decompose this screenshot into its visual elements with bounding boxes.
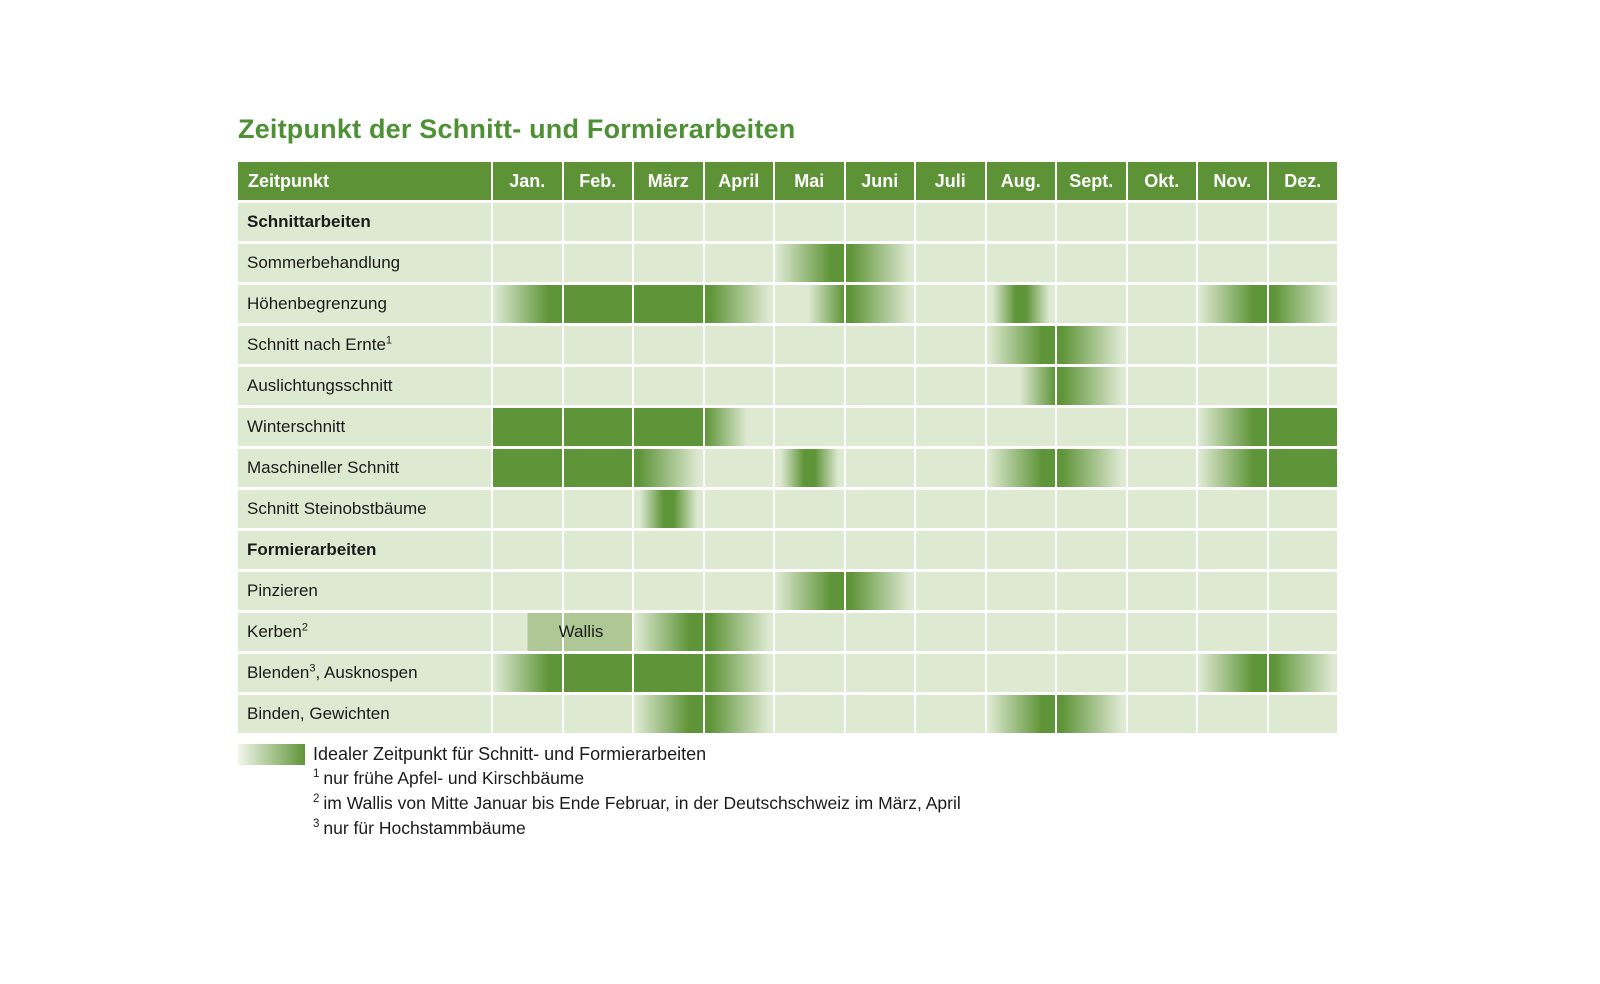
calendar-cell-empty <box>564 531 635 572</box>
calendar-cell-empty <box>846 531 917 572</box>
calendar-cell-empty <box>493 244 564 285</box>
calendar-cell-empty <box>493 695 564 736</box>
calendar-cell-out <box>846 244 917 285</box>
calendar-cell-empty <box>564 367 635 408</box>
section-label: Schnittarbeiten <box>238 203 493 244</box>
calendar-cell-empty <box>493 203 564 244</box>
row-label: Schnitt nach Ernte$^1$ <box>238 326 493 367</box>
calendar-cell-empty <box>705 572 776 613</box>
calendar-cell-empty <box>1198 203 1269 244</box>
footnote-1-text: nur frühe Apfel- und Kirschbäume <box>323 768 585 788</box>
calendar-cell-empty <box>493 326 564 367</box>
row-label: Maschineller Schnitt <box>238 449 493 490</box>
table-row <box>238 244 1337 285</box>
calendar-cell-in <box>775 572 846 613</box>
calendar-cell-solid <box>493 449 564 490</box>
calendar-cell-empty <box>564 244 635 285</box>
calendar-cell-empty <box>846 613 917 654</box>
footnote-1-marker: 1 <box>313 768 320 781</box>
calendar-cell-empty <box>987 203 1058 244</box>
calendar-cell-empty <box>846 654 917 695</box>
calendar-cell-empty <box>916 408 987 449</box>
calendar-cell-empty <box>775 654 846 695</box>
calendar-cell-empty <box>846 326 917 367</box>
calendar-cell-out <box>846 285 917 326</box>
calendar-cell-out <box>1057 695 1128 736</box>
chart-title: Zeitpunkt der Schnitt- und Formierarbeiten <box>238 114 796 144</box>
month-header: Nov. <box>1198 162 1269 203</box>
calendar-cell-empty <box>1269 244 1338 285</box>
calendar-cell-empty <box>634 203 705 244</box>
calendar-cell-empty <box>564 326 635 367</box>
calendar-cell-empty <box>1198 572 1269 613</box>
calendar-cell-empty <box>564 695 635 736</box>
row-label: Binden, Gewichten <box>238 695 493 736</box>
calendar-cell-empty <box>846 449 917 490</box>
calendar-cell-empty <box>1128 326 1199 367</box>
calendar-cell-out <box>1269 285 1338 326</box>
table-body <box>238 203 1337 736</box>
footnote-1 <box>313 766 961 791</box>
calendar-cell-empty <box>1128 490 1199 531</box>
calendar-cell-in <box>987 449 1058 490</box>
calendar-cell-empty <box>775 203 846 244</box>
calendar-cell-empty <box>634 572 705 613</box>
calendar-cell-out <box>705 654 776 695</box>
calendar-cell-solid <box>634 408 705 449</box>
row-label: Blenden$^3$, Ausknospen <box>238 654 493 695</box>
month-header: Aug. <box>987 162 1058 203</box>
calendar-cell-empty <box>1198 367 1269 408</box>
calendar-cell-out <box>1057 326 1128 367</box>
calendar-cell-empty <box>1128 654 1199 695</box>
calendar-cell-empty <box>564 490 635 531</box>
calendar-cell-empty <box>1057 490 1128 531</box>
calendar-cell-empty <box>775 531 846 572</box>
calendar-cell-empty <box>1269 531 1338 572</box>
calendar-cell-empty <box>846 367 917 408</box>
calendar-cell-empty <box>846 203 917 244</box>
calendar-cell-empty <box>634 367 705 408</box>
calendar-cell-in <box>1198 285 1269 326</box>
calendar-cell-empty <box>705 244 776 285</box>
calendar-cell-out <box>705 695 776 736</box>
table-row <box>238 326 1337 367</box>
calendar-cell-empty <box>705 490 776 531</box>
calendar-cell-in <box>1198 408 1269 449</box>
row-label: Schnitt Steinobstbäume <box>238 490 493 531</box>
calendar-cell-solid <box>1269 449 1338 490</box>
month-header: Juni <box>846 162 917 203</box>
month-header: Sept. <box>1057 162 1128 203</box>
calendar-cell-empty <box>1269 572 1338 613</box>
month-header: März <box>634 162 705 203</box>
calendar-cell-in <box>493 285 564 326</box>
calendar-cell-empty <box>916 244 987 285</box>
calendar-cell-empty <box>916 695 987 736</box>
calendar-cell-empty <box>916 531 987 572</box>
row-label: Kerben$^2$ <box>238 613 493 654</box>
table-row <box>238 572 1337 613</box>
legend-label: Idealer Zeitpunkt für Schnitt- und Formierarbeiten <box>313 744 707 764</box>
calendar-cell-empty <box>1198 490 1269 531</box>
calendar-cell-empty <box>987 572 1058 613</box>
calendar-cell-empty <box>1057 531 1128 572</box>
calendar-cell-empty <box>705 203 776 244</box>
calendar-cell-empty <box>1128 613 1199 654</box>
calendar-cell-empty <box>1198 326 1269 367</box>
calendar-cell-empty <box>987 613 1058 654</box>
calendar-cell-empty <box>493 490 564 531</box>
calendar-cell-empty <box>775 613 846 654</box>
calendar-cell-empty <box>493 531 564 572</box>
calendar-cell-empty <box>987 654 1058 695</box>
calendar-cell-empty <box>1198 695 1269 736</box>
calendar-cell-empty <box>1269 695 1338 736</box>
calendar-cell-out <box>1057 367 1128 408</box>
row-label: Auslichtungsschnitt <box>238 367 493 408</box>
calendar-cell-empty <box>987 490 1058 531</box>
month-header: Okt. <box>1128 162 1199 203</box>
table-row <box>238 203 1337 244</box>
calendar-cell-empty <box>493 367 564 408</box>
calendar-cell-empty <box>1128 244 1199 285</box>
calendar-cell-empty <box>634 531 705 572</box>
calendar-cell-empty <box>705 326 776 367</box>
calendar-cell-empty <box>1128 531 1199 572</box>
calendar-cell-empty <box>1057 408 1128 449</box>
row-label: Winterschnitt <box>238 408 493 449</box>
calendar-cell-empty <box>916 654 987 695</box>
calendar-cell-empty <box>1269 367 1338 408</box>
month-header: Feb. <box>564 162 635 203</box>
calendar-cell-empty <box>1269 490 1338 531</box>
calendar-cell-empty <box>916 326 987 367</box>
calendar-cell-empty <box>916 203 987 244</box>
calendar-cell-empty <box>1198 613 1269 654</box>
calendar-cell-empty <box>775 367 846 408</box>
table-row <box>238 285 1337 326</box>
calendar-cell-empty <box>775 326 846 367</box>
table-row <box>238 408 1337 449</box>
calendar-cell-solid <box>564 654 635 695</box>
calendar-cell-in <box>634 613 705 654</box>
calendar-cell-solid <box>634 654 705 695</box>
calendar-cell-empty <box>564 203 635 244</box>
calendar-cell-empty <box>1128 367 1199 408</box>
table-row <box>238 490 1337 531</box>
calendar-cell-empty <box>1128 695 1199 736</box>
calendar-cell-in <box>987 695 1058 736</box>
calendar-cell-empty <box>1057 613 1128 654</box>
table-row <box>238 449 1337 490</box>
legend-gradient-swatch <box>238 744 305 765</box>
calendar-cell-empty <box>1269 613 1338 654</box>
calendar-cell-empty <box>1057 285 1128 326</box>
calendar-cell-empty <box>775 695 846 736</box>
calendar-cell-out <box>1057 449 1128 490</box>
calendar-cell-empty <box>1269 326 1338 367</box>
calendar-cell-empty <box>1128 449 1199 490</box>
calendar-cell-out <box>1269 654 1338 695</box>
calendar-cell-empty <box>1057 572 1128 613</box>
calendar-cell-empty <box>634 326 705 367</box>
calendar-cell-band <box>634 490 705 531</box>
calendar-cell-empty <box>634 244 705 285</box>
calendar-cell-solid <box>1269 408 1338 449</box>
calendar-cell-band <box>987 285 1058 326</box>
wallis-label: Wallis <box>558 622 604 641</box>
table-header-row <box>238 162 1337 203</box>
calendar-cell-empty <box>493 572 564 613</box>
calendar-cell-empty <box>775 408 846 449</box>
calendar-cell-out <box>705 285 776 326</box>
month-header: Juli <box>916 162 987 203</box>
table-row <box>238 695 1337 736</box>
calendar-cell-empty <box>987 408 1058 449</box>
calendar-cell-empty <box>705 449 776 490</box>
footnote-3-text: nur für Hochstammbäume <box>323 818 526 838</box>
calendar-cell-empty <box>1198 531 1269 572</box>
calendar-cell-empty <box>775 490 846 531</box>
calendar-cell-empty <box>916 490 987 531</box>
month-header: Dez. <box>1269 162 1338 203</box>
calendar-cell-empty <box>987 244 1058 285</box>
calendar-cell-solid <box>564 285 635 326</box>
calendar-cell-empty <box>916 449 987 490</box>
table-row <box>238 654 1337 695</box>
calendar-cell-empty <box>705 531 776 572</box>
table-row <box>238 613 1337 654</box>
calendar-cell-empty <box>1128 572 1199 613</box>
footnote-2-text: im Wallis von Mitte Januar bis Ende Februar, in der Deutschschweiz im März, April <box>323 793 961 813</box>
footnote-3-marker: 3 <box>313 818 320 831</box>
section-label: Formierarbeiten <box>238 531 493 572</box>
calendar-cell-empty <box>916 572 987 613</box>
footnote-3 <box>313 816 961 841</box>
calendar-cell-in <box>493 654 564 695</box>
calendar-cell-out <box>846 572 917 613</box>
month-header: Jan. <box>493 162 564 203</box>
calendar-cell-out <box>705 613 776 654</box>
calendar-cell-empty <box>705 367 776 408</box>
calendar-cell-out-half <box>705 408 776 449</box>
calendar-cell-solid <box>564 449 635 490</box>
calendar-cell-in <box>987 326 1058 367</box>
calendar-cell-empty <box>846 695 917 736</box>
calendar-cell-empty <box>1128 203 1199 244</box>
timing-table <box>238 162 1337 736</box>
month-header: April <box>705 162 776 203</box>
row-label: Pinzieren <box>238 572 493 613</box>
calendar-cell-in-late <box>987 367 1058 408</box>
calendar-cell-empty <box>564 572 635 613</box>
calendar-cell-solid <box>493 408 564 449</box>
calendar-cell-empty <box>846 408 917 449</box>
footnotes <box>313 766 961 841</box>
calendar-cell-empty <box>916 367 987 408</box>
footnote-2 <box>313 791 961 816</box>
calendar-cell-empty <box>1128 408 1199 449</box>
table-row <box>238 531 1337 572</box>
month-header: Mai <box>775 162 846 203</box>
row-label: Sommerbehandlung <box>238 244 493 285</box>
calendar-cell-in <box>775 244 846 285</box>
calendar-cell-empty <box>1269 203 1338 244</box>
calendar-cell-empty <box>987 531 1058 572</box>
calendar-cell-empty <box>1198 244 1269 285</box>
calendar-cell-out <box>634 449 705 490</box>
calendar-cell-in <box>634 695 705 736</box>
calendar-cell-empty <box>916 613 987 654</box>
calendar-cell-empty <box>916 285 987 326</box>
row-label: Höhenbegrenzung <box>238 285 493 326</box>
calendar-cell-solid <box>634 285 705 326</box>
calendar-cell-empty <box>1128 285 1199 326</box>
calendar-cell-empty <box>846 490 917 531</box>
table-row <box>238 367 1337 408</box>
calendar-cell-solid <box>564 408 635 449</box>
calendar-cell-in <box>1198 449 1269 490</box>
calendar-cell-in <box>1198 654 1269 695</box>
calendar-cell-empty <box>1057 654 1128 695</box>
footnote-2-marker: 2 <box>313 793 320 806</box>
calendar-cell-empty <box>1057 244 1128 285</box>
calendar-cell-in-late <box>775 285 846 326</box>
calendar-cell-band <box>775 449 846 490</box>
calendar-cell-empty <box>1057 203 1128 244</box>
corner-header-zeitpunkt: Zeitpunkt <box>238 162 493 203</box>
